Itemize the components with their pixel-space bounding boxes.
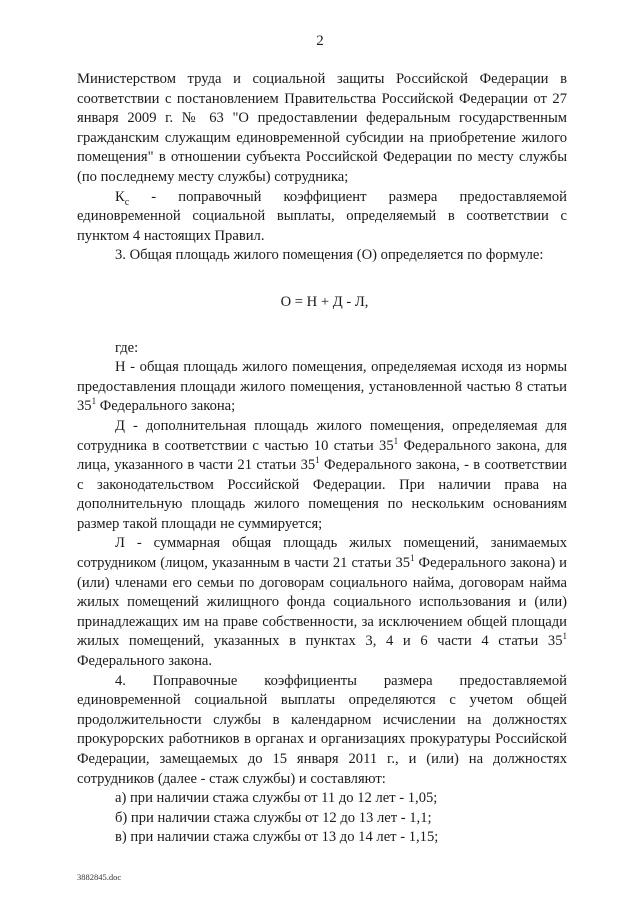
definition-d-superscript-2: 1	[315, 455, 320, 466]
definition-n-text: Н - общая площадь жилого помещения, определяемая исходя из нормы предоставления площади жилого помещения, установленной частью 8 статьи 35	[77, 359, 567, 415]
definition-d-text-3: Федерального закона, - в соответствии с законодательством Российской Федерации. При наличии права на дополнительную площадь жилого помещения по нескольким основаниям размер такой площади не суммируется;	[77, 457, 567, 532]
paragraph-coefficients: 4. Поправочные коэффициенты размера предоставляемой единовременной социальной выплаты определяются с учетом общей продолжительности службы в календарном исчислении на должностях прокурорских работников в органах и организациях прокуратуры Российской Федерации, замещаемых до 15 января 2011 г., и (или) на должностях сотрудников (далее - стаж службы) и составляют:	[77, 672, 567, 787]
coefficient-definition: - поправочный коэффициент размера предоставляемой единовременной социальной выплаты, определяемый в соответствии с пунктом 4 настоящих Правил.	[77, 188, 567, 244]
list-item-a: а) при наличии стажа службы от 11 до 12 лет - 1,05;	[115, 790, 438, 807]
area-formula	[77, 293, 567, 313]
footer-filename: 3882845.doc	[77, 872, 122, 882]
formula-text: О = Н + Д - Л,	[280, 293, 369, 310]
paragraph-definition-n	[77, 358, 567, 417]
paragraph-where: где:	[115, 339, 139, 356]
definition-d-text-2: Федерального закона, для лица, указанного в части 21 статьи 35	[77, 437, 567, 474]
paragraph-coefficient-kc	[77, 188, 567, 247]
paragraph-ministry: Министерством труда и социальной защиты Российской Федерации в соответствии с постановлением Правительства Российской Федерации от 27 января 2009 г. № 63 "О предоставлении федеральным государственным гражданским служащим единовременной субсидии на приобретение жилого помещения" в отношении субъекта Российской Федерации по месту службы (по последнему месту службы) сотрудника;	[77, 71, 567, 185]
definition-d-text-1: Д - дополнительная площадь жилого помещения, определяемая для сотрудника в соответствии с частью 10 статьи 35	[77, 417, 567, 454]
definition-l-superscript-1: 1	[410, 553, 415, 564]
definition-n-superscript: 1	[91, 396, 97, 407]
document-body	[77, 70, 567, 848]
paragraph-definition-l	[77, 534, 567, 671]
page-number: 2	[316, 33, 324, 49]
definition-l-text-3: Федерального закона.	[77, 653, 213, 670]
definition-l-text-2: Федерального закона) и (или) членами его семьи по договорам социального найма, договорам найма жилых помещений жилищного фонда социального использования и (или) принадлежащих им на праве собственности, за исключением общей площади жилых помещений, указанных в пунктах 3, 4 и 6 части 4 статьи 35	[77, 555, 567, 650]
list-item-b: б) при наличии стажа службы от 12 до 13 лет - 1,1;	[115, 809, 432, 826]
definition-n-tail: Федерального закона;	[96, 398, 236, 415]
coefficient-symbol: К	[115, 188, 125, 205]
definition-l-text-1: Л - суммарная общая площадь жилых помещений, занимаемых сотрудником (лицом, указанным в части 21 статьи 35	[77, 535, 567, 572]
coefficient-subscript: с	[124, 196, 130, 208]
definition-d-superscript-1: 1	[393, 435, 399, 446]
definition-l-superscript-2: 1	[562, 631, 567, 642]
paragraph-area-formula-intro: 3. Общая площадь жилого помещения (О) определяется по формуле:	[115, 247, 544, 264]
paragraph-definition-d	[77, 417, 567, 535]
list-item-c: в) при наличии стажа службы от 13 до 14 лет - 1,15;	[115, 829, 439, 846]
